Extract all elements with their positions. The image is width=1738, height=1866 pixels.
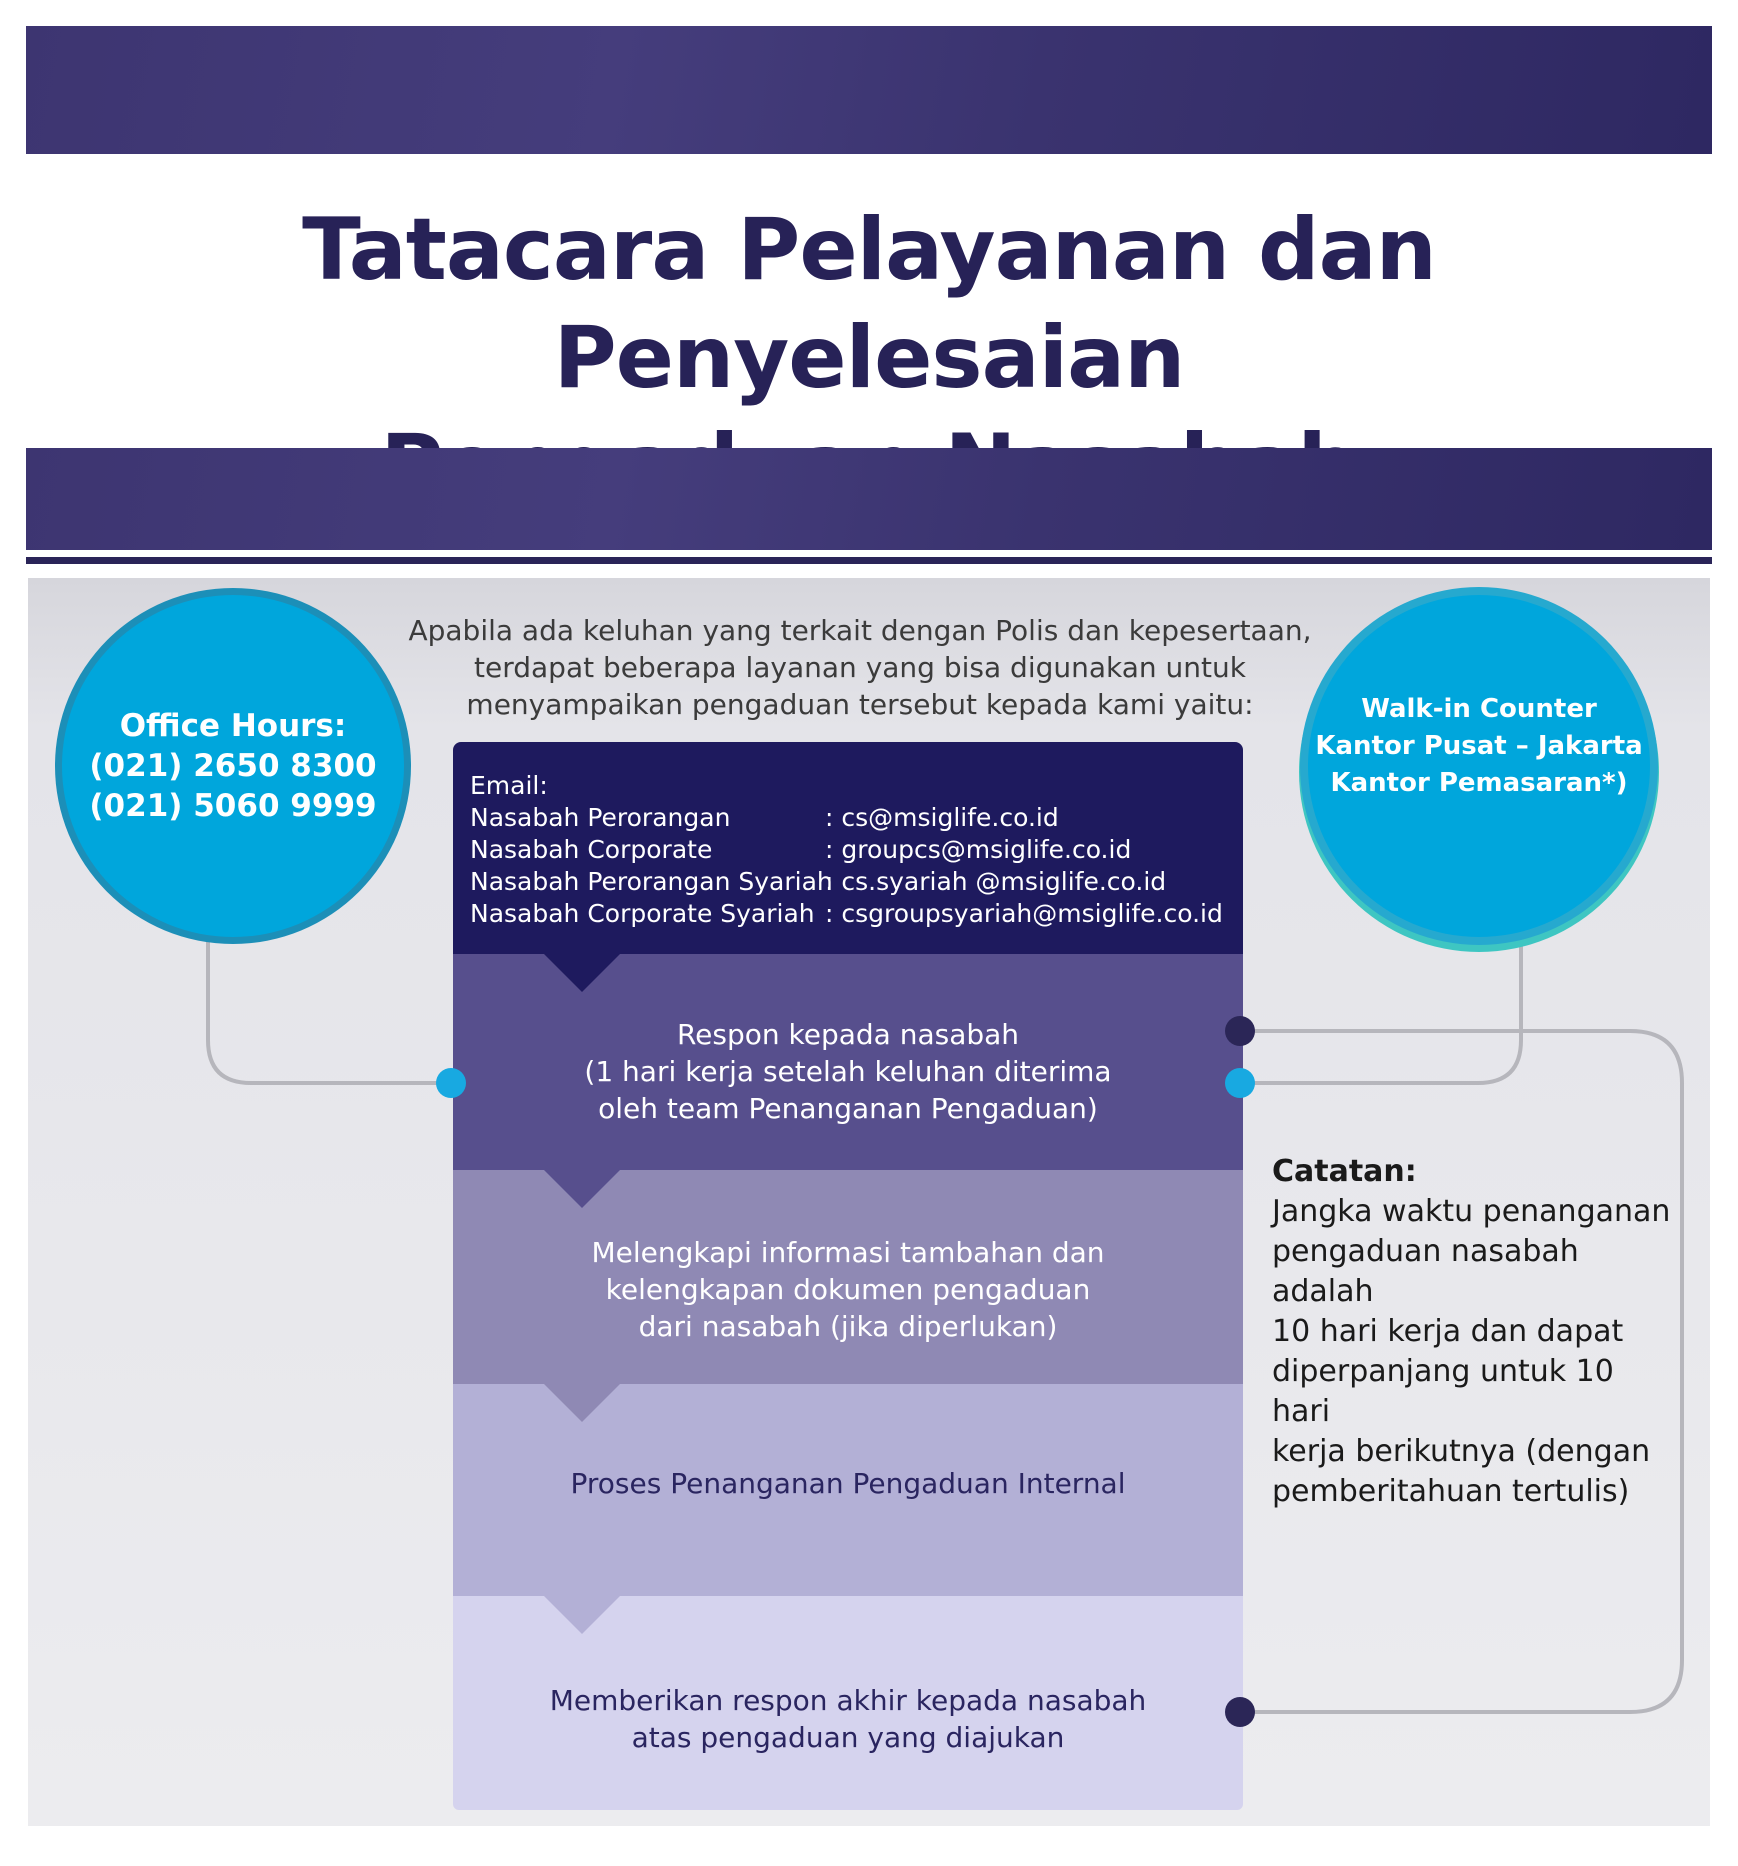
step-line: Melengkapi informasi tambahan dan	[591, 1236, 1105, 1269]
step-line: oleh team Penanganan Pengaduan)	[598, 1092, 1098, 1125]
step-line: Memberikan respon akhir kepada nasabah	[549, 1684, 1147, 1717]
intro-line: terdapat beberapa layanan yang bisa digunakan untuk	[474, 651, 1246, 684]
marketing-office-label: Kantor Pemasaran*)	[1330, 767, 1628, 798]
note-line: pengaduan nasabah adalah	[1272, 1234, 1579, 1309]
step-line: (1 hari kerja setelah keluhan diterima	[584, 1055, 1112, 1088]
step-line: Proses Penanganan Pengaduan Internal	[570, 1467, 1126, 1500]
email-row-label: Nasabah Corporate Syariah	[470, 899, 815, 928]
step-complete-info-text	[453, 1234, 1243, 1345]
office-hours-label: Office Hours:	[119, 708, 347, 744]
step-line: Respon kepada nasabah	[676, 1018, 1020, 1051]
email-row	[470, 802, 1223, 834]
email-row-label: Nasabah Perorangan	[470, 803, 731, 832]
title-line-1: Tatacara Pelayanan dan Penyelesaian	[302, 200, 1436, 408]
step-line: atas pengaduan yang diajukan	[631, 1721, 1065, 1754]
email-row	[470, 898, 1223, 930]
email-row-label: Nasabah Perorangan Syariah	[470, 867, 833, 896]
email-contacts	[470, 770, 1223, 930]
note-line: Jangka waktu penanganan	[1272, 1194, 1671, 1229]
note-block	[1272, 1152, 1672, 1512]
email-row	[470, 834, 1223, 866]
phone-number-2: (021) 5060 9999	[89, 788, 377, 824]
intro-line: menyampaikan pengaduan tersebut kepada kami yaitu:	[466, 688, 1254, 721]
step-line: dari nasabah (jika diperlukan)	[638, 1310, 1058, 1343]
step-line: kelengkapan dokumen pengaduan	[605, 1273, 1091, 1306]
email-row	[470, 866, 1223, 898]
email-address[interactable]: : csgroupsyariah@msiglife.co.id	[825, 899, 1223, 928]
email-heading: Email:	[470, 771, 548, 800]
office-hours-circle	[62, 595, 404, 937]
intro-text	[380, 612, 1340, 723]
head-office-label: Kantor Pusat – Jakarta	[1315, 730, 1643, 761]
email-address[interactable]: : cs.syariah @msiglife.co.id	[825, 867, 1167, 896]
intro-line: Apabila ada keluhan yang terkait dengan Polis dan kepesertaan,	[408, 614, 1312, 647]
email-row-label: Nasabah Corporate	[470, 835, 713, 864]
phone-number-1: (021) 2650 8300	[89, 748, 377, 784]
note-line: diperpanjang untuk 10 hari	[1272, 1354, 1614, 1429]
note-line: pemberitahuan tertulis)	[1272, 1474, 1630, 1509]
note-line: kerja berikutnya (dengan	[1272, 1434, 1651, 1469]
step-internal-process-text	[453, 1465, 1243, 1502]
note-heading: Catatan:	[1272, 1154, 1417, 1189]
email-address[interactable]: : groupcs@msiglife.co.id	[825, 835, 1132, 864]
email-address[interactable]: : cs@msiglife.co.id	[825, 803, 1059, 832]
note-line: 10 hari kerja dan dapat	[1272, 1314, 1624, 1349]
walk-in-circle	[1308, 595, 1650, 937]
walk-in-label: Walk-in Counter	[1361, 693, 1597, 724]
step-final-response-text	[453, 1682, 1243, 1756]
step-respond-text	[453, 1016, 1243, 1127]
